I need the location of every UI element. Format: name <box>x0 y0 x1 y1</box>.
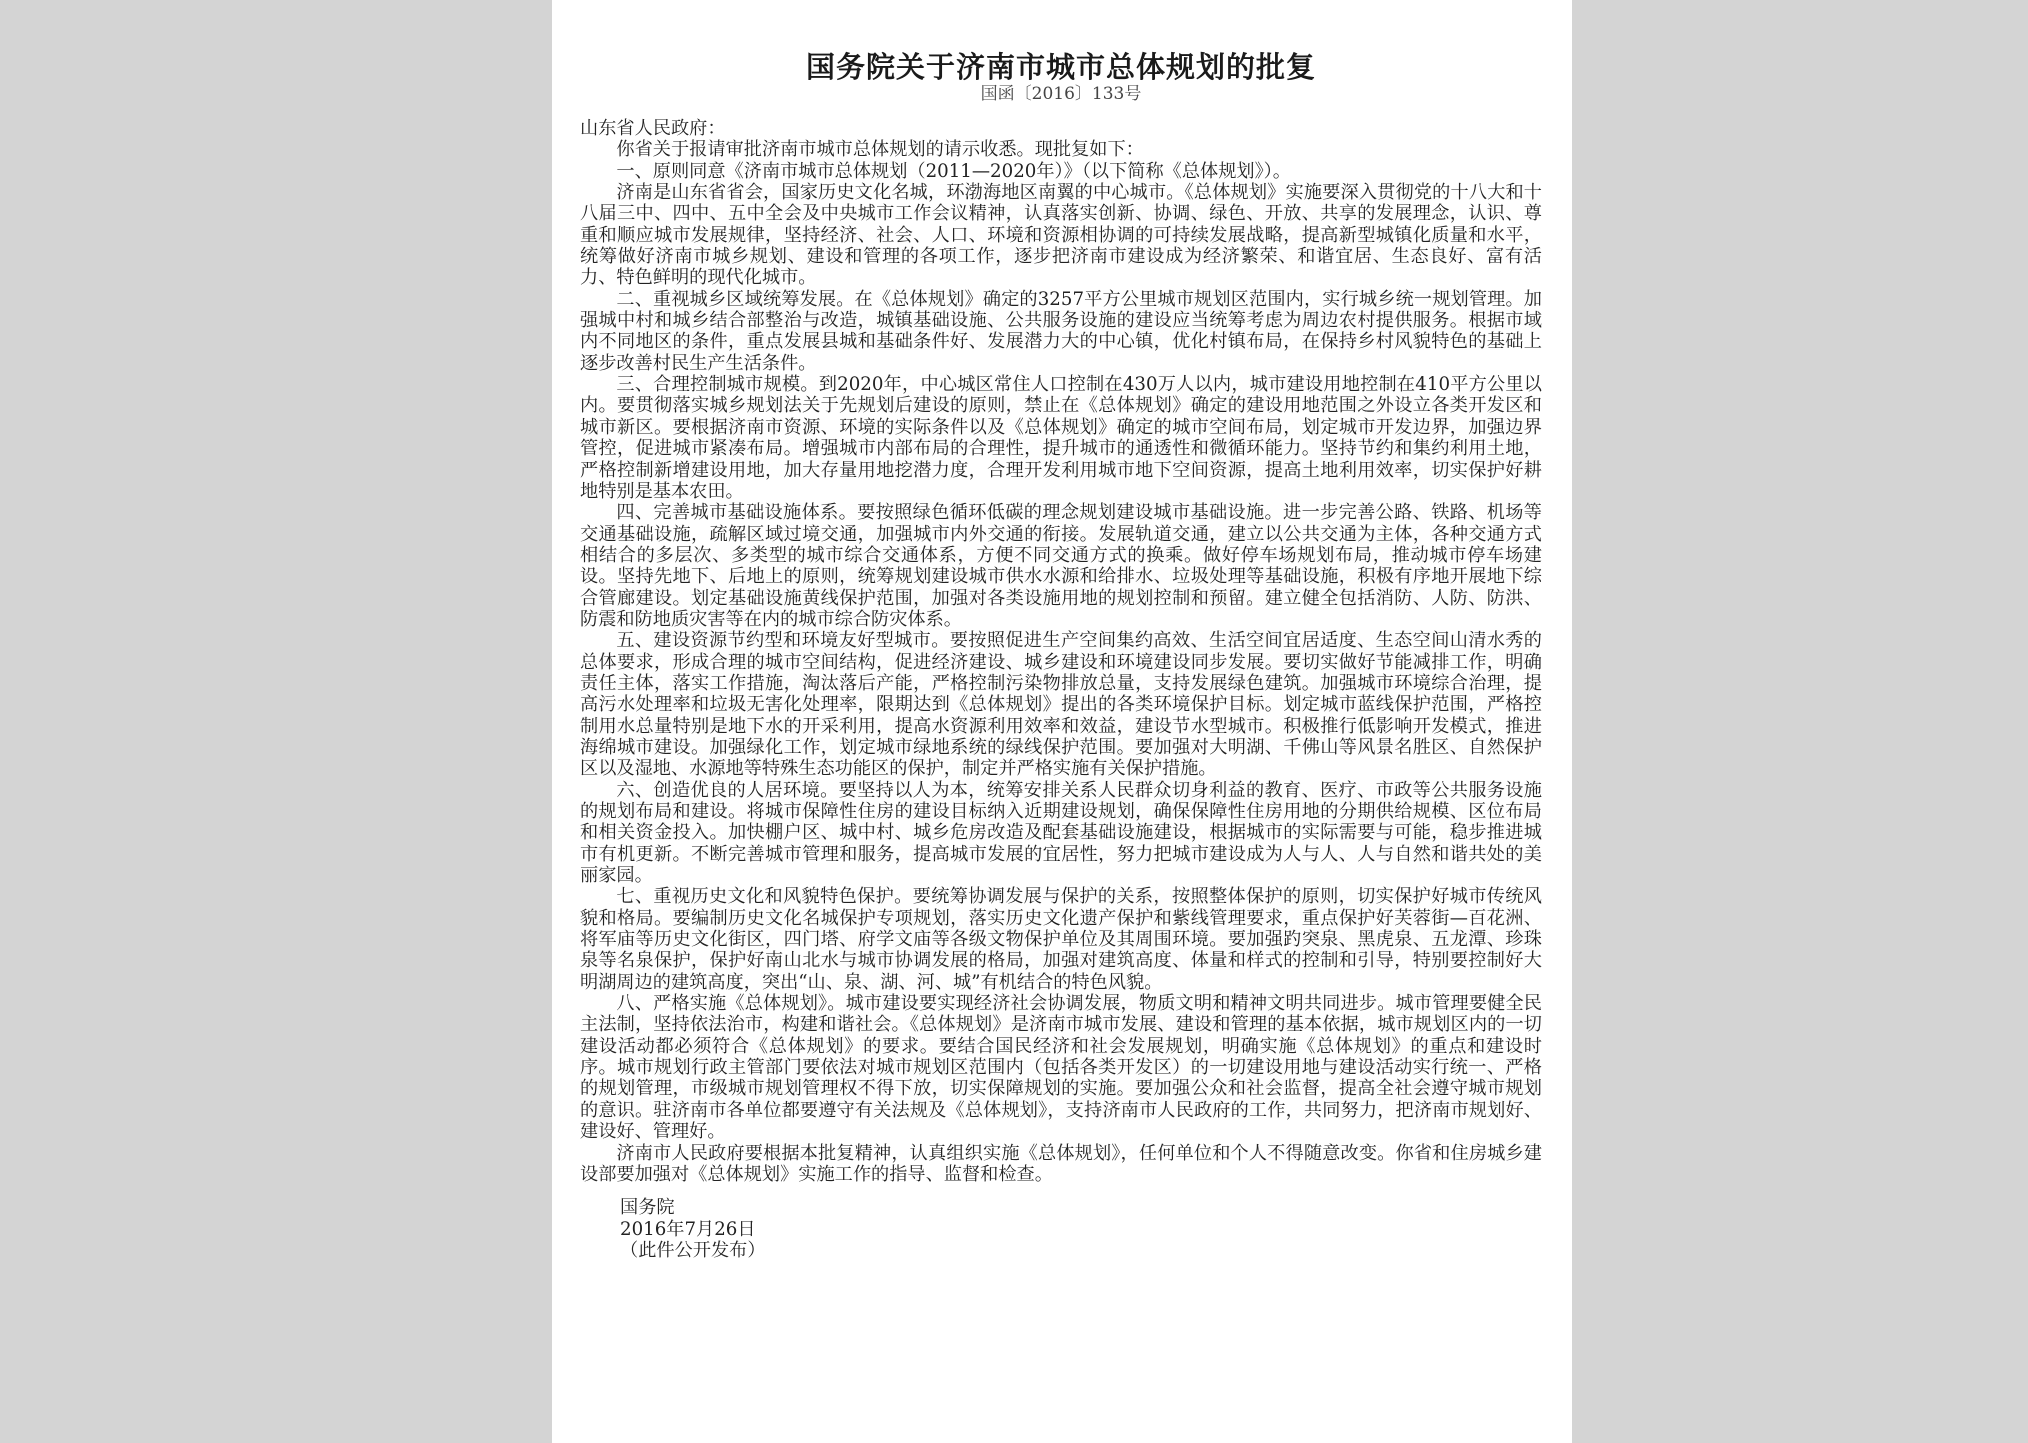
signature-block <box>580 1197 1542 1262</box>
document-title: 国务院关于济南市城市总体规划的批复 <box>805 50 1316 84</box>
paragraph-8: 八、严格实施《总体规划》。城市建设要实现经济社会协调发展，物质文明和精神文明共同进步。城市管理要健全民主法制，坚持依法治市，构建和谐社会。《总体规划》是济南市城市发展、建设和管理的基本依据，城市规划区内的一切建设活动都必须符合《总体规划》的要求。要结合国民经济和社会发展规划，明确实施《总体规划》的重点和建设时序。城市规划行政主管部门要依法对城市规划区范围内（包括各类开发区）的一切建设用地与建设活动实行统一、严格的规划管理，市级城市规划管理权不得下放，切实保障规划的实施。要加强公众和社会监督，提高全社会遵守城市规划的意识。驻济南市各单位都要遵守有关法规及《总体规划》，支持济南市人民政府的工作，共同努力，把济南市规划好、建设好、管理好。 <box>580 993 1542 1143</box>
document-page <box>552 0 1572 1443</box>
publication-note: （此件公开发布） <box>620 1240 766 1262</box>
issuer: 国务院 <box>620 1197 675 1219</box>
salutation: 山东省人民政府： <box>580 118 726 139</box>
document-body <box>580 118 1542 1185</box>
paragraph-2: 二、重视城乡区域统筹发展。在《总体规划》确定的3257平方公里城市规划区范围内，实行城乡统一规划管理。加强城中村和城乡结合部整治与改造，城镇基础设施、公共服务设施的建设应当统筹考虑为周边农村提供服务。根据市域内不同地区的条件，重点发展县城和基础条件好、发展潜力大的中心镇，优化村镇布局，在保持乡村风貌特色的基础上逐步改善村民生产生活条件。 <box>580 288 1542 374</box>
paragraph-1: 一、原则同意《济南市城市总体规划（2011—2020年）》（以下简称《总体规划》）。 <box>616 160 1291 182</box>
paragraph-intro: 你省关于报请审批济南市城市总体规划的请示收悉。现批复如下： <box>616 139 1144 161</box>
paragraph-1-detail: 济南是山东省省会，国家历史文化名城，环渤海地区南翼的中心城市。《总体规划》实施要深入贯彻党的十八大和十八届三中、四中、五中全会及中央城市工作会议精神，认真落实创新、协调、绿色、开放、共享的发展理念，认识、尊重和顺应城市发展规律，坚持经济、社会、人口、环境和资源相协调的可持续发展战略，提高新型城镇化质量和水平，统筹做好济南市城乡规划、建设和管理的各项工作，逐步把济南市建设成为经济繁荣、和谐宜居、生态良好、富有活力、特色鲜明的现代化城市。 <box>580 182 1542 289</box>
paragraph-5: 五、建设资源节约型和环境友好型城市。要按照促进生产空间集约高效、生活空间宜居适度、生态空间山清水秀的总体要求，形成合理的城市空间结构，促进经济建设、城乡建设和环境建设同步发展。要切实做好节能减排工作，明确责任主体，落实工作措施，淘汰落后产能，严格控制污染物排放总量，支持发展绿色建筑。加强城市环境综合治理，提高污水处理率和垃圾无害化处理率，限期达到《总体规划》提出的各类环境保护目标。划定城市蓝线保护范围，严格控制用水总量特别是地下水的开采利用，提高水资源利用效率和效益，建设节水型城市。积极推行低影响开发模式，推进海绵城市建设。加强绿化工作，划定城市绿地系统的绿线保护范围。要加强对大明湖、千佛山等风景名胜区、自然保护区以及湿地、水源地等特殊生态功能区的保护，制定并严格实施有关保护措施。 <box>580 630 1542 780</box>
paragraph-6: 六、创造优良的人居环境。要坚持以人为本，统筹安排关系人民群众切身利益的教育、医疗、市政等公共服务设施的规划布局和建设。将城市保障性住房的建设目标纳入近期建设规划，确保保障性住房用地的分期供给规模、区位布局和相关资金投入。加快棚户区、城中村、城乡危房改造及配套基础设施建设，根据城市的实际需要与可能，稳步推进城市有机更新。不断完善城市管理和服务，提高城市发展的宜居性，努力把城市建设成为人与人、人与自然和谐共处的美丽家园。 <box>580 779 1542 887</box>
document-number: 国函〔2016〕133号 <box>980 84 1142 104</box>
paragraph-4: 四、完善城市基础设施体系。要按照绿色循环低碳的理念规划建设城市基础设施。进一步完善公路、铁路、机场等交通基础设施，疏解区域过境交通，加强城市内外交通的衔接。发展轨道交通，建立以公共交通为主体，各种交通方式相结合的多层次、多类型的城市综合交通体系，方便不同交通方式的换乘。做好停车场规划布局，推动城市停车场建设。坚持先地下、后地上的原则，统筹规划建设城市供水水源和给排水、垃圾处理等基础设施，积极有序地开展地下综合管廊建设。划定基础设施黄线保护范围，加强对各类设施用地的规划控制和预留。建立健全包括消防、人防、防洪、防震和防地质灾害等在内的城市综合防灾体系。 <box>580 502 1542 630</box>
paragraph-7: 七、重视历史文化和风貌特色保护。要统筹协调发展与保护的关系，按照整体保护的原则，切实保护好城市传统风貌和格局。要编制历史文化名城保护专项规划，落实历史文化遗产保护和紫线管理要求，重点保护好芙蓉街—百花洲、将军庙等历史文化街区，四门塔、府学文庙等各级文物保护单位及其周围环境。要加强趵突泉、黑虎泉、五龙潭、珍珠泉等名泉保护，保护好南山北水与城市协调发展的格局，加强对建筑高度、体量和样式的控制和引导，特别要控制好大明湖周边的建筑高度，突出“山、泉、湖、河、城”有机结合的特色风貌。 <box>580 886 1542 993</box>
paragraph-closing: 济南市人民政府要根据本批复精神，认真组织实施《总体规划》，任何单位和个人不得随意改变。你省和住房城乡建设部要加强对《总体规划》实施工作的指导、监督和检查。 <box>580 1142 1542 1185</box>
issue-date: 2016年7月26日 <box>620 1218 756 1240</box>
paragraph-3: 三、合理控制城市规模。到2020年，中心城区常住人口控制在430万人以内，城市建设用地控制在410平方公里以内。要贯彻落实城乡规划法关于先规划后建设的原则，禁止在《总体规划》确定的建设用地范围之外设立各类开发区和城市新区。要根据济南市资源、环境的实际条件以及《总体规划》确定的城市空间布局，划定城市开发边界，加强边界管控，促进城市紧凑布局。增强城市内部布局的合理性，提升城市的通透性和微循环能力。坚持节约和集约利用土地，严格控制新增建设用地，加大存量用地挖潜力度，合理开发利用城市地下空间资源，提高土地利用效率，切实保护好耕地特别是基本农田。 <box>580 374 1542 502</box>
